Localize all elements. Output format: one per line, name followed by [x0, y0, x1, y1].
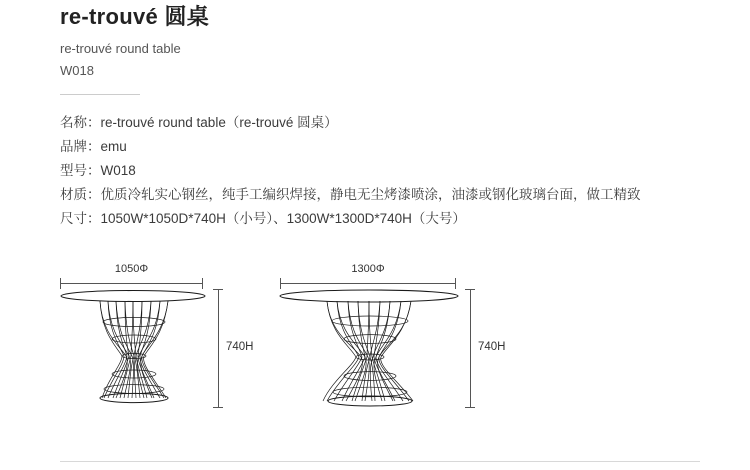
width-label-small: 1050Φ — [114, 263, 149, 275]
height-line-small — [218, 289, 219, 407]
table-illustration-small — [56, 284, 216, 424]
table-illustration-large — [275, 284, 470, 424]
spec-name: 名称：re-trouvé round table（re-trouvé 圆桌） — [60, 115, 338, 130]
height-tick-top-large — [465, 289, 475, 290]
page-title: re-trouvé 圆桌 — [60, 4, 210, 29]
spec-list — [60, 111, 750, 231]
page-subtitle: re-trouvé round table — [60, 41, 181, 56]
dimension-diagram — [60, 263, 750, 423]
spec-size: 尺寸：1050W*1050D*740H（小号）、1300W*1300D*740H（大号） — [60, 211, 466, 226]
spec-model: 型号：W018 — [60, 163, 136, 178]
title-divider — [60, 94, 140, 95]
height-tick-bottom-small — [213, 407, 223, 408]
height-tick-bottom-large — [465, 407, 475, 408]
model-code: W018 — [60, 63, 94, 78]
footer-divider — [60, 461, 700, 462]
height-tick-top-small — [213, 289, 223, 290]
width-dimension-large — [280, 263, 456, 275]
spec-brand: 品牌：emu — [60, 139, 127, 154]
height-label-large: 740H — [478, 341, 506, 353]
spec-material: 材质：优质冷轧实心钢丝，纯手工编织焊接，静电无尘烤漆喷涂，油漆或钢化玻璃台面，做工精致 — [60, 187, 641, 202]
height-label-small: 740H — [226, 341, 254, 353]
width-label-large: 1300Φ — [351, 263, 385, 275]
width-dimension-small — [60, 263, 203, 275]
height-line-large — [470, 289, 471, 407]
